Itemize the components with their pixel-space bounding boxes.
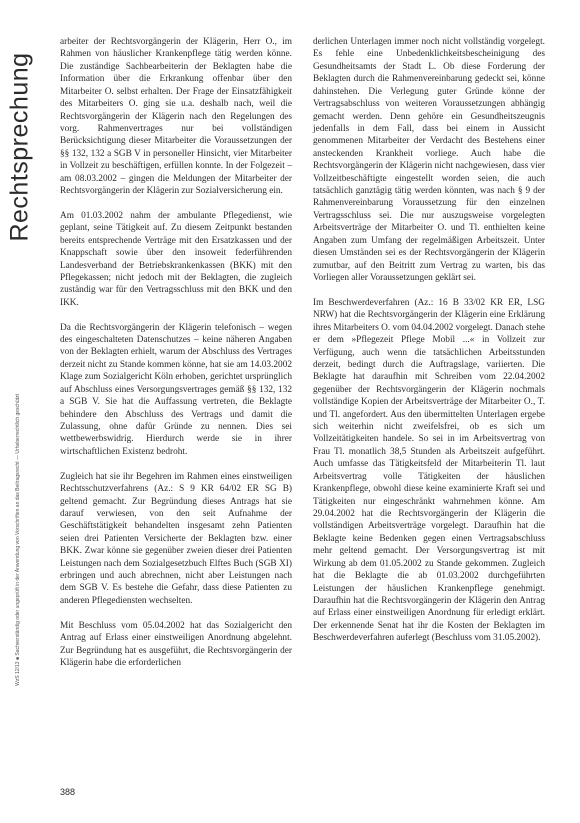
side-note-text: WzS 12/13 ■ Sachverständig oder ungeprüft in der Anwendung von Vorschriften an das Beitragsrecht — Urheberrechtlich geschützt <box>15 394 21 686</box>
paragraph: Mit Beschluss vom 05.04.2002 hat das Sozialgericht den Antrag auf Erlass einer einstweiligen Anordnung abgelehnt. Zur Begründung hat es ausgeführt, die Rechtsvorgängerin der Klägerin habe die erforderlichen <box>60 620 292 668</box>
side-note-vertical <box>10 270 26 810</box>
paragraph: Im Beschwerdeverfahren (Az.: 16 B 33/02 KR ER, LSG NRW) hat die Rechtsvorgängerin der Klägerin eine Erklärung ihres Mitarbeiters O. vom 04.04.2002 vorgelegt. Danach stehe er dem »Pflegezeit Pflege Mobil ...« in Vollzeit zur Verfügung, auch wenn die tatsächlichen Arbeitsstunden derzeit, bedingt durch die Auftragslage, variierten. Die Beklagte hat daraufhin mit Schreiben vom 22.04.2002 gegenüber der Rechtsvorgängerin der Klägerin nochmals vollständige Kopien der Arbeitsverträge der Mitarbeiter O., T. und Tl. angefordert. Aus den übermittelten Unterlagen ergebe sich weiterhin nicht zweifelsfrei, ob es sich um Vollzeitätigkeiten handele. So sei in im Arbeitsvertrag von Frau Tl. monatlich 38,5 Stunden als Arbeitszeit aufgeführt. Auch umfasse das Tätigkeitsfeld der Mitarbeiterin Tl. laut Arbeitsvertrag volle Tätigkeiten der häuslichen Krankenpflege, obwohl diese keine examinierte Kraft sei und Tätigkeiten nur eingeschränkt wahrnehmen könne. Am 29.04.2002 hat die Rechtsvorgängerin der Klägerin die vollständigen Arbeitsverträge vorgelegt. Daraufhin hat die Beklagte keine Bedenken gegen einen Vertragsabschluss mehr geltend gemacht. Der Versorgungsvertrag ist mit Wirkung ab dem 01.05.2002 zu Stande gekommen. Zugleich hat die Beklagte die ab 01.03.2002 durchgeführten Leistungen der häuslichen Krankenpflege genehmigt. Daraufhin hat die Rechtsvorgängerin der Klägerin den Antrag auf Erlass einer einstweiligen Anordnung für erledigt erklärt. Der erkennende Senat hat ihr die Kosten der Beklagten im Beschwerdeverfahren auferlegt (Beschluss vom 31.05.2002). <box>313 297 545 644</box>
left-column <box>60 36 292 682</box>
section-title-text: Rechtsprechung <box>5 52 34 242</box>
paragraph: Am 01.03.2002 nahm der ambulante Pflegedienst, wie geplant, seine Tätigkeit auf. Zu diesem Zeitpunkt bestanden bereits entsprechende Verträge mit den Ersatzkassen und der Knappschaft sowie über den insoweit federführenden Landesverband der Betriebskrankenkassen (BKK) mit den Pflegekassen; nicht jedoch mit der Beklagten, die zugleich zuständig war für den Vertragsschluss mit den BKK und den IKK. <box>60 210 292 308</box>
paragraph: arbeiter der Rechtsvorgängerin der Klägerin, Herr O., im Rahmen von häuslicher Krankenpflege tätig werden könne. Die zuständige Sachbearbeiterin der Beklagten habe die Information über die Erkrankung offenbar über den Mitarbeiter O. selbst erhalten. Der Frage der Einsatzfähigkeit des Mitarbeiters O. ging sie u.a. deshalb nach, weil die Rechtsvorgängerin der Klägerin nach den Regelungen des vorg. Rahmenvertrages nur bei vollständigen Berücksichtigung dieser Mitarbeiter die Voraussetzungen der §§ 132, 132 a SGB V in personeller Hinsicht, vier Mitarbeiter in Vollzeit zu beschäftigen, erfüllen konnte. In der Folgezeit – am 08.03.2002 – gingen die Meldungen der Mitarbeiter der Rechtsvorgängerin der Klägerin zur Sozialversicherung ein. <box>60 37 292 197</box>
right-column <box>313 36 545 657</box>
section-title-vertical <box>6 42 34 252</box>
paragraph: Da die Rechtsvorgängerin der Klägerin telefonisch – wegen des eingeschalteten Datenschutzes – keine näheren Angaben von der Beklagten erhielt, warum der Abschluss des Vertrages derzeit nicht zu Stande kommen könne, hat sie am 14.03.2002 Klage zum Sozialgericht Köln erhoben, gerichtet ursprünglich auf Abschluss eines Versorgungsvertrages gemäß §§ 132, 132 a SGB V. Sie hat die Auffassung vertreten, die Beklagte behindere den Abschluss des Vertrags und damit die Zulassung, ohne dafür Gründe zu nennen. Dies sei wettbewerbswidrig. Hierdurch werde sie in ihrer wirtschaftlichen Existenz bedroht. <box>60 322 292 457</box>
page-number: 388 <box>60 787 76 797</box>
paragraph: derlichen Unterlagen immer noch nicht vollständig vorgelegt. Es fehle eine Unbedenklichkeitsbescheinigung des Gesundheitsamts der Stadt L. Ob diese Forderung der Beklagten durch die Rahmenvereinbarung gedeckt sei, könne dahinstehen. Die Verlegung guter Gründe könne der Vertragsabschluss von weiteren Voraussetzungen abhängig gemacht werden. Denn gehöre ein Gesundheitszeugnis jedenfalls in dem Fall, dass bei einem in Aussicht genommenen Mitarbeiter der Verdacht des Bestehens einer ansteckenden Krankheit vorliege. Auch habe die Rechtsvorgängerin der Klägerin nicht nachgewiesen, dass vier Vollzeitbeschäftigte eingestellt worden seien, die auch tatsächlich ganztägig tätig werden könnten, was nach § 9 der Rahmenvereinbarung Voraussetzung für den einzelnen Vertragsschluss sei. Die nur auszugsweise vorgelegten Arbeitsverträge der Mitarbeiter O. und Tl. enthielten keine Angaben zum Umfang der regelmäßigen Arbeitszeit. Unter diesen Umständen sei es der Rechtsvorgängerin der Klägerin zumutbar, auf den Beitritt zum Vertrag zu warten, bis das Vorliegen aller Voraussetzungen geklärt sei. <box>313 37 545 284</box>
paragraph: Zugleich hat sie ihr Begehren im Rahmen eines einstweiligen Rechtsschutzverfahrens (Az.: S 9 KR 64/02 ER SG B) geltend gemacht. Zur Begründung dieses Antrags hat sie darauf verwiesen, von den seit Aufnahme der Geschäftstätigkeit behandelten insgesamt zehn Patienten seien drei Patienten Versicherte der Beklagten bzw. einer BKK. Zwar könne sie gegenüber zweien dieser drei Patienten Leistungen nach dem Sozialgesetzbuch Elftes Buch (SGB XI) erbringen und auch abrechnen, nicht aber Leistungen nach dem SGB V. Es bestehe die Gefahr, dass diese Patienten zu anderen Pflegediensten wechselten. <box>60 471 292 606</box>
